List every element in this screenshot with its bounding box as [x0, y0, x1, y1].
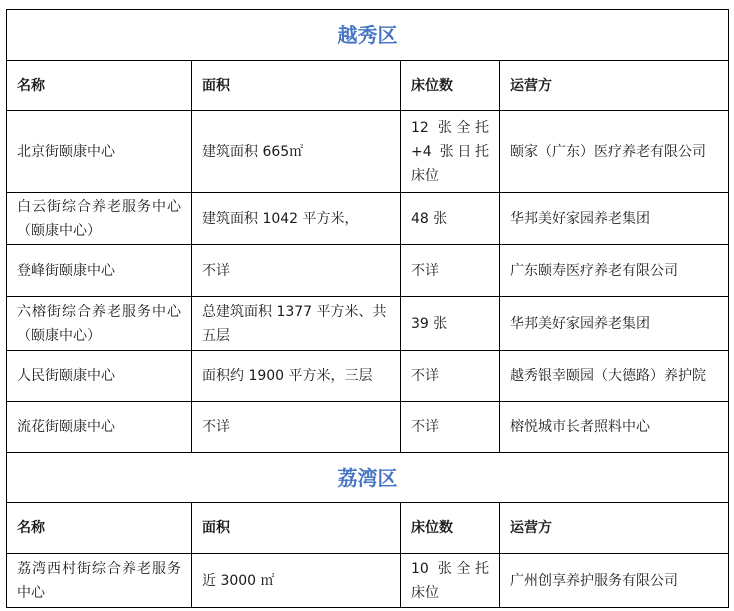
cell-area: 总建筑面积 1377 平方米、共五层	[192, 297, 401, 351]
district-title: 越秀区	[7, 10, 729, 61]
cell-beds: 48 张	[401, 193, 500, 245]
cell-operator: 榕悦城市长者照料中心	[500, 402, 729, 453]
cell-area: 建筑面积 1042 平方米，	[192, 193, 401, 245]
header-row	[7, 61, 729, 111]
table-row	[7, 554, 729, 608]
district-title: 荔湾区	[7, 453, 729, 503]
table-row	[7, 193, 729, 245]
cell-name: 六榕街综合养老服务中心（颐康中心）	[7, 297, 192, 351]
cell-operator: 越秀银幸颐园（大德路）养护院	[500, 351, 729, 402]
cell-area: 面积约 1900 平方米，三层	[192, 351, 401, 402]
district-row	[7, 10, 729, 61]
cell-name: 人民街颐康中心	[7, 351, 192, 402]
cell-operator: 华邦美好家园养老集团	[500, 297, 729, 351]
header-area: 面积	[192, 503, 401, 554]
cell-beds: 12 张全托 +4 张日托床位	[401, 111, 500, 193]
header-row	[7, 503, 729, 554]
cell-area: 不详	[192, 245, 401, 297]
cell-beds: 不详	[401, 245, 500, 297]
cell-name: 登峰街颐康中心	[7, 245, 192, 297]
table-row	[7, 245, 729, 297]
header-operator: 运营方	[500, 61, 729, 111]
table-row	[7, 297, 729, 351]
cell-beds: 不详	[401, 351, 500, 402]
cell-area: 不详	[192, 402, 401, 453]
district-row	[7, 453, 729, 503]
header-beds: 床位数	[401, 61, 500, 111]
cell-operator: 广东颐寿医疗养老有限公司	[500, 245, 729, 297]
cell-operator: 广州创享养护服务有限公司	[500, 554, 729, 608]
cell-operator: 华邦美好家园养老集团	[500, 193, 729, 245]
cell-name: 流花街颐康中心	[7, 402, 192, 453]
header-name: 名称	[7, 503, 192, 554]
cell-beds: 10 张全托床位	[401, 554, 500, 608]
cell-area: 建筑面积 665㎡	[192, 111, 401, 193]
cell-name: 荔湾西村街综合养老服务中心	[7, 554, 192, 608]
table-row	[7, 402, 729, 453]
header-area: 面积	[192, 61, 401, 111]
cell-name: 北京街颐康中心	[7, 111, 192, 193]
cell-operator: 颐家（广东）医疗养老有限公司	[500, 111, 729, 193]
header-operator: 运营方	[500, 503, 729, 554]
cell-name: 白云街综合养老服务中心（颐康中心）	[7, 193, 192, 245]
table-row	[7, 111, 729, 193]
cell-beds: 39 张	[401, 297, 500, 351]
cell-beds: 不详	[401, 402, 500, 453]
table-row	[7, 351, 729, 402]
header-name: 名称	[7, 61, 192, 111]
cell-area: 近 3000 ㎡	[192, 554, 401, 608]
header-beds: 床位数	[401, 503, 500, 554]
facility-table	[6, 9, 729, 608]
